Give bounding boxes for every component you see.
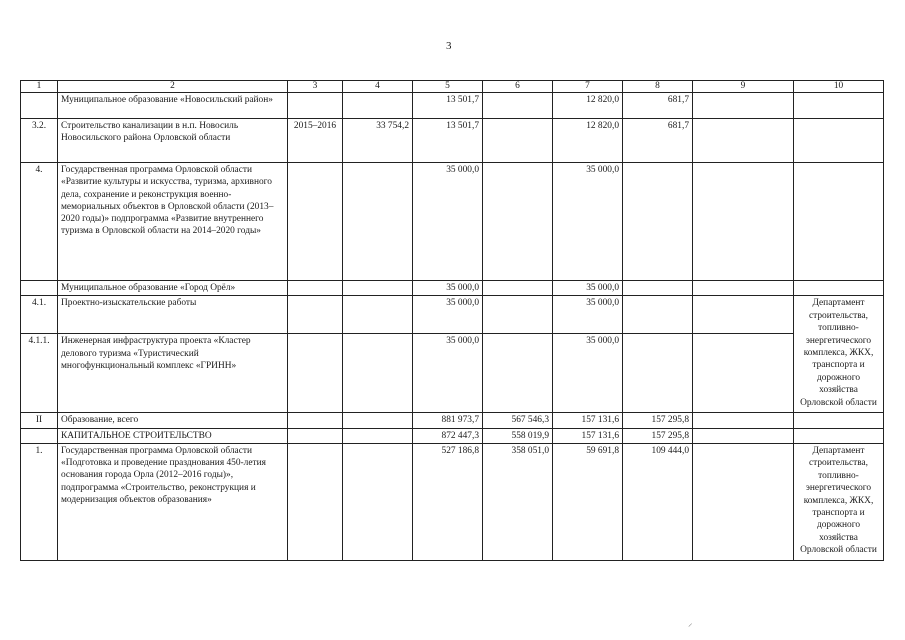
table-row bbox=[21, 296, 884, 334]
row-name: Государственная программа Орловской области «Развитие культуры и искусства, туризма, архивного дела, сохранение и реконструкция военно-мемориальных объектов в Орловской области (2013–2020 годы)» подпрограмма «Развитие внутреннего туризма в Орловской области на 2014–2020 годы» bbox=[58, 163, 288, 281]
table-row bbox=[21, 428, 884, 443]
header-cell: 9 bbox=[693, 81, 794, 93]
row-number: 1. bbox=[21, 443, 58, 560]
cell-value: 35 000,0 bbox=[413, 163, 483, 281]
row-number: 4.1. bbox=[21, 296, 58, 334]
cell-value: 12 820,0 bbox=[553, 93, 623, 119]
cell-value: 35 000,0 bbox=[413, 334, 483, 413]
row-name: Государственная программа Орловской области «Подготовка и проведение празднования 450-летия основания города Орла (2012–2016 годы)», подпрограмма «Строительство, реконструкция и модернизация объектов образования» bbox=[58, 443, 288, 560]
row-name: Строительство канализации в н.п. Новосиль Новосильского района Орловской области bbox=[58, 119, 288, 163]
cell-value: 12 820,0 bbox=[553, 119, 623, 163]
header-cell: 10 bbox=[794, 81, 884, 93]
cell-value: 109 444,0 bbox=[623, 443, 693, 560]
row-number: 4. bbox=[21, 163, 58, 281]
table-row bbox=[21, 281, 884, 296]
cell-value: 35 000,0 bbox=[553, 163, 623, 281]
cell-value: 527 186,8 bbox=[413, 443, 483, 560]
responsible-department: Департамент строительства, топливно-энергетического комплекса, ЖКХ, транспорта и дорожного хозяйства Орловской области bbox=[794, 296, 884, 413]
page-number: 3 bbox=[446, 40, 452, 52]
cell-value: 33 754,2 bbox=[343, 119, 413, 163]
cell-value: 558 019,9 bbox=[483, 428, 553, 443]
cell-value: 35 000,0 bbox=[413, 296, 483, 334]
cell-value: 358 051,0 bbox=[483, 443, 553, 560]
cell-value: 35 000,0 bbox=[553, 334, 623, 413]
budget-table bbox=[20, 80, 884, 561]
row-number: 3.2. bbox=[21, 119, 58, 163]
header-cell: 1 bbox=[21, 81, 58, 93]
header-cell: 4 bbox=[343, 81, 413, 93]
header-row bbox=[21, 81, 884, 93]
cell-value: 35 000,0 bbox=[413, 281, 483, 296]
cell-value: 157 295,8 bbox=[623, 413, 693, 428]
row-name: Муниципальное образование «Город Орёл» bbox=[58, 281, 288, 296]
row-name: КАПИТАЛЬНОЕ СТРОИТЕЛЬСТВО bbox=[58, 428, 288, 443]
table-row bbox=[21, 443, 884, 560]
cell-value: 567 546,3 bbox=[483, 413, 553, 428]
table-row bbox=[21, 93, 884, 119]
row-name: Инженерная инфраструктура проекта «Кластер делового туризма «Туристический многофункциональный комплекс «ГРИНН» bbox=[58, 334, 288, 413]
table-row bbox=[21, 334, 884, 413]
cell-value: 13 501,7 bbox=[413, 119, 483, 163]
header-cell: 7 bbox=[553, 81, 623, 93]
table-row bbox=[21, 413, 884, 428]
cell-value: 35 000,0 bbox=[553, 281, 623, 296]
row-number: 4.1.1. bbox=[21, 334, 58, 413]
header-cell: 5 bbox=[413, 81, 483, 93]
row-name: Образование, всего bbox=[58, 413, 288, 428]
cell-value: 681,7 bbox=[623, 119, 693, 163]
cell-value: 157 131,6 bbox=[553, 413, 623, 428]
scan-mark: ⸝ bbox=[688, 618, 693, 628]
responsible-department: Департамент строительства, топливно-энергетического комплекса, ЖКХ, транспорта и дорожного хозяйства Орловской области bbox=[794, 443, 884, 560]
header-cell: 2 bbox=[58, 81, 288, 93]
cell-value: 59 691,8 bbox=[553, 443, 623, 560]
table-row bbox=[21, 163, 884, 281]
header-cell: 6 bbox=[483, 81, 553, 93]
header-cell: 3 bbox=[288, 81, 343, 93]
cell-value: 157 295,8 bbox=[623, 428, 693, 443]
cell-value: 681,7 bbox=[623, 93, 693, 119]
cell-value: 35 000,0 bbox=[553, 296, 623, 334]
table-row bbox=[21, 119, 884, 163]
row-number: II bbox=[21, 413, 58, 428]
row-name: Муниципальное образование «Новосильский район» bbox=[58, 93, 288, 119]
row-name: Проектно-изыскательские работы bbox=[58, 296, 288, 334]
cell-value: 2015–2016 bbox=[288, 119, 343, 163]
cell-value: 157 131,6 bbox=[553, 428, 623, 443]
header-cell: 8 bbox=[623, 81, 693, 93]
cell-value: 872 447,3 bbox=[413, 428, 483, 443]
cell-value: 13 501,7 bbox=[413, 93, 483, 119]
cell-value: 881 973,7 bbox=[413, 413, 483, 428]
